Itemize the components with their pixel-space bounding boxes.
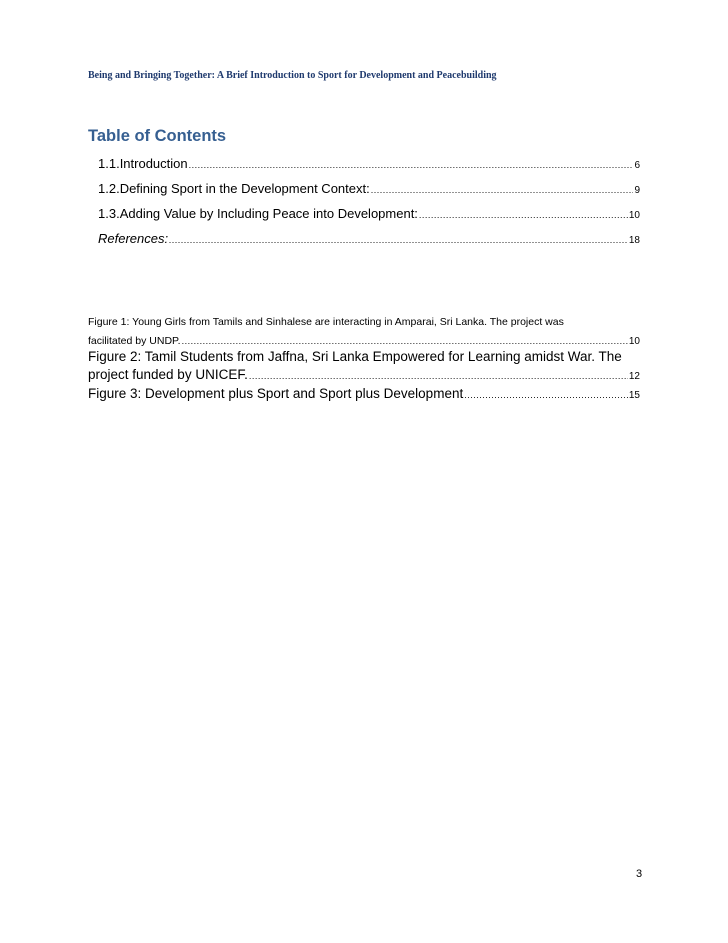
dot-leader [249, 371, 628, 381]
toc-entry-adding-value[interactable] [98, 206, 640, 221]
figure-1-caption-line2: facilitated by UNDP. [88, 335, 181, 347]
toc-entry-page: 18 [628, 235, 640, 246]
figure-1-entry[interactable] [88, 335, 640, 347]
figure-2-caption-line2: project funded by UNICEF. [88, 367, 248, 382]
toc-entry-introduction[interactable] [98, 156, 640, 171]
running-header: Being and Bringing Together: A Brief Introduction to Sport for Development and Peacebuilding [88, 70, 497, 81]
toc-entry-text: Introduction [119, 156, 188, 171]
figure-3-page: 15 [628, 390, 640, 401]
toc-entry-text: References: [98, 231, 169, 246]
dot-leader [371, 185, 634, 195]
toc-entry-number: 1.3. [98, 206, 120, 221]
figure-2-entry[interactable] [88, 367, 640, 382]
figure-2-caption-line1[interactable]: Figure 2: Tamil Students from Jaffna, Sri Lanka Empowered for Learning amidst War. The [88, 349, 622, 364]
page-number: 3 [636, 868, 643, 880]
toc-entry-defining-sport[interactable] [98, 181, 640, 196]
toc-entry-number: 1.2. [98, 181, 120, 196]
figure-2-page: 12 [628, 371, 640, 382]
dot-leader [189, 160, 634, 170]
toc-entry-page: 10 [628, 210, 640, 221]
dot-leader [182, 336, 628, 346]
toc-entry-number: 1.1. [98, 156, 120, 171]
toc-title: Table of Contents [88, 127, 227, 145]
figure-3-entry[interactable] [88, 386, 640, 401]
figure-3-caption: Figure 3: Development plus Sport and Sport plus Development [88, 386, 464, 401]
toc-entry-page: 6 [634, 160, 640, 171]
toc-entry-page: 9 [634, 185, 640, 196]
figure-1-page: 10 [628, 336, 640, 347]
toc-entry-text: Defining Sport in the Development Context: [119, 181, 370, 196]
dot-leader [464, 390, 628, 400]
toc-entry-text: Adding Value by Including Peace into Development: [119, 206, 418, 221]
toc-entry-references[interactable] [98, 231, 640, 246]
dot-leader [169, 235, 628, 245]
figure-1-caption-line1[interactable]: Figure 1: Young Girls from Tamils and Sinhalese are interacting in Amparai, Sri Lanka. The project was [88, 316, 564, 328]
dot-leader [419, 210, 628, 220]
